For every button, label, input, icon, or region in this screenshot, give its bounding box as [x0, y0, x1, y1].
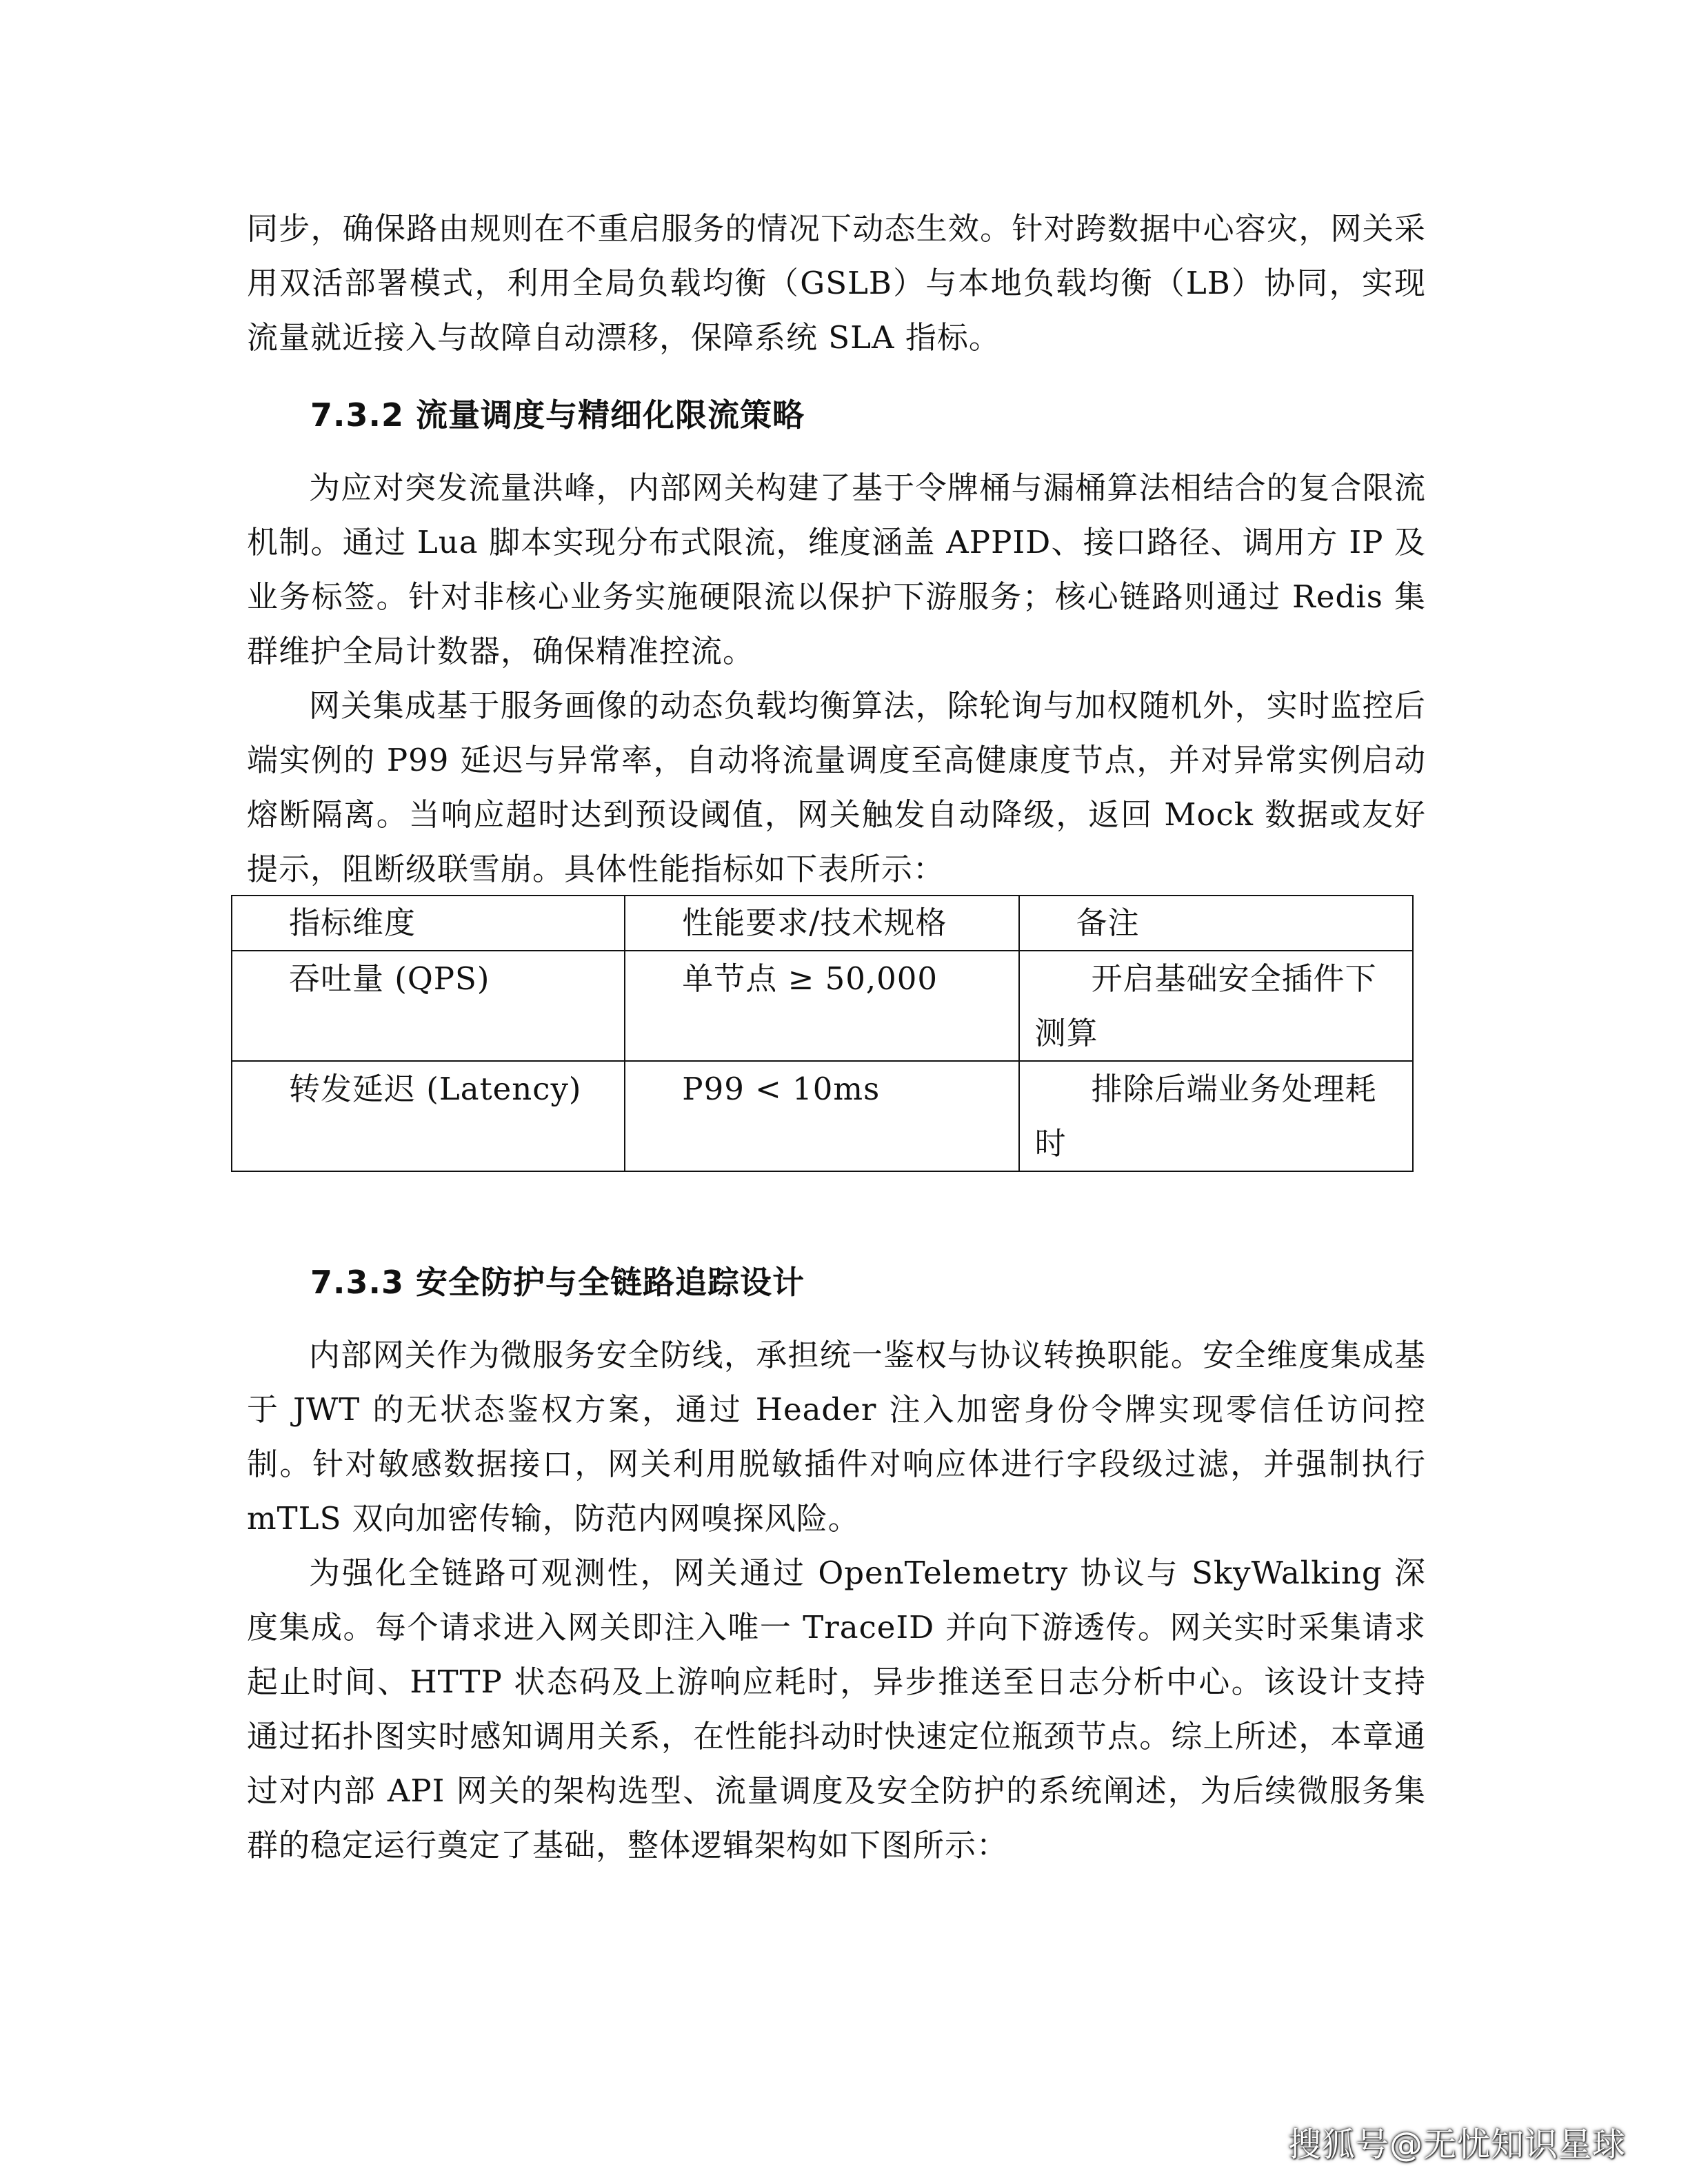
- paragraph-security: 内部网关作为微服务安全防线，承担统一鉴权与协议转换职能。安全维度集成基于 JWT 的无状态鉴权方案，通过 Header 注入加密身份令牌实现零信任访问控制。针对敏感数据接口，网关利用脱敏插件对响应体进行字段级过滤，并强制执行 mTLS 双向加密传输，防范内网嗅探风险。: [247, 1337, 1426, 1537]
- paragraph-rate-limiting: 为应对突发流量洪峰，内部网关构建了基于令牌桶与漏桶算法相结合的复合限流机制。通过 Lua 脚本实现分布式限流，维度涵盖 APPID、接口路径、调用方 IP 及业务标签。针对非核心业务实施硬限流以保护下游服务；核心链路则通过 Redis 集群维护全局计数器，确保精准控流。: [247, 469, 1426, 669]
- paragraph-observability: 为强化全链路可观测性，网关通过 OpenTelemetry 协议与 SkyWalking 深度集成。每个请求进入网关即注入唯一 TraceID 并向下游透传。网关实时采集请求起止时间、HTTP 状态码及上游响应耗时，异步推送至日志分析中心。该设计支持通过拓扑图实时感知调用关系，在性能抖动时快速定位瓶颈节点。综上所述，本章通过对内部 API 网关的架构选型、流量调度及安全防护的系统阐述，为后续微服务集群的稳定运行奠定了基础，整体逻辑架构如下图所示：: [247, 1555, 1426, 1863]
- table-header-row: [232, 896, 1413, 951]
- table-cell: 单节点 ≥ 50,000: [625, 951, 1018, 1061]
- table-header-cell: 备注: [1019, 896, 1413, 951]
- paragraph-load-balancing: 网关集成基于服务画像的动态负载均衡算法，除轮询与加权随机外，实时监控后端实例的 P99 延迟与异常率，自动将流量调度至高健康度节点，并对异常实例启动熔断隔离。当响应超时达到预设阈值，网关触发自动降级，返回 Mock 数据或友好提示，阻断级联雪崩。具体性能指标如下表所示：: [247, 687, 1426, 887]
- watermark-text: 搜狐号@无忧知识星球: [1287, 2125, 1626, 2164]
- table-header-cell: 指标维度: [232, 896, 625, 951]
- section-heading-7-3-2: 7.3.2 流量调度与精细化限流策略: [310, 396, 805, 434]
- section-heading-7-3-3: 7.3.3 安全防护与全链路追踪设计: [310, 1264, 805, 1301]
- table-header-cell: 性能要求/技术规格: [625, 896, 1018, 951]
- table-cell: 转发延迟 (Latency): [232, 1061, 625, 1171]
- table-cell: 排除后端业务处理耗时: [1019, 1061, 1413, 1171]
- table-cell: P99 < 10ms: [625, 1061, 1018, 1171]
- table-row: [232, 951, 1413, 1061]
- paragraph-gslb: 同步，确保路由规则在不重启服务的情况下动态生效。针对跨数据中心容灾，网关采用双活部署模式，利用全局负载均衡（GSLB）与本地负载均衡（LB）协同，实现流量就近接入与故障自动漂移，保障系统 SLA 指标。: [247, 210, 1426, 356]
- performance-metrics-table: [231, 895, 1414, 1172]
- table-cell: 吞吐量 (QPS): [232, 951, 625, 1061]
- table-row: [232, 1061, 1413, 1171]
- table-cell: 开启基础安全插件下测算: [1019, 951, 1413, 1061]
